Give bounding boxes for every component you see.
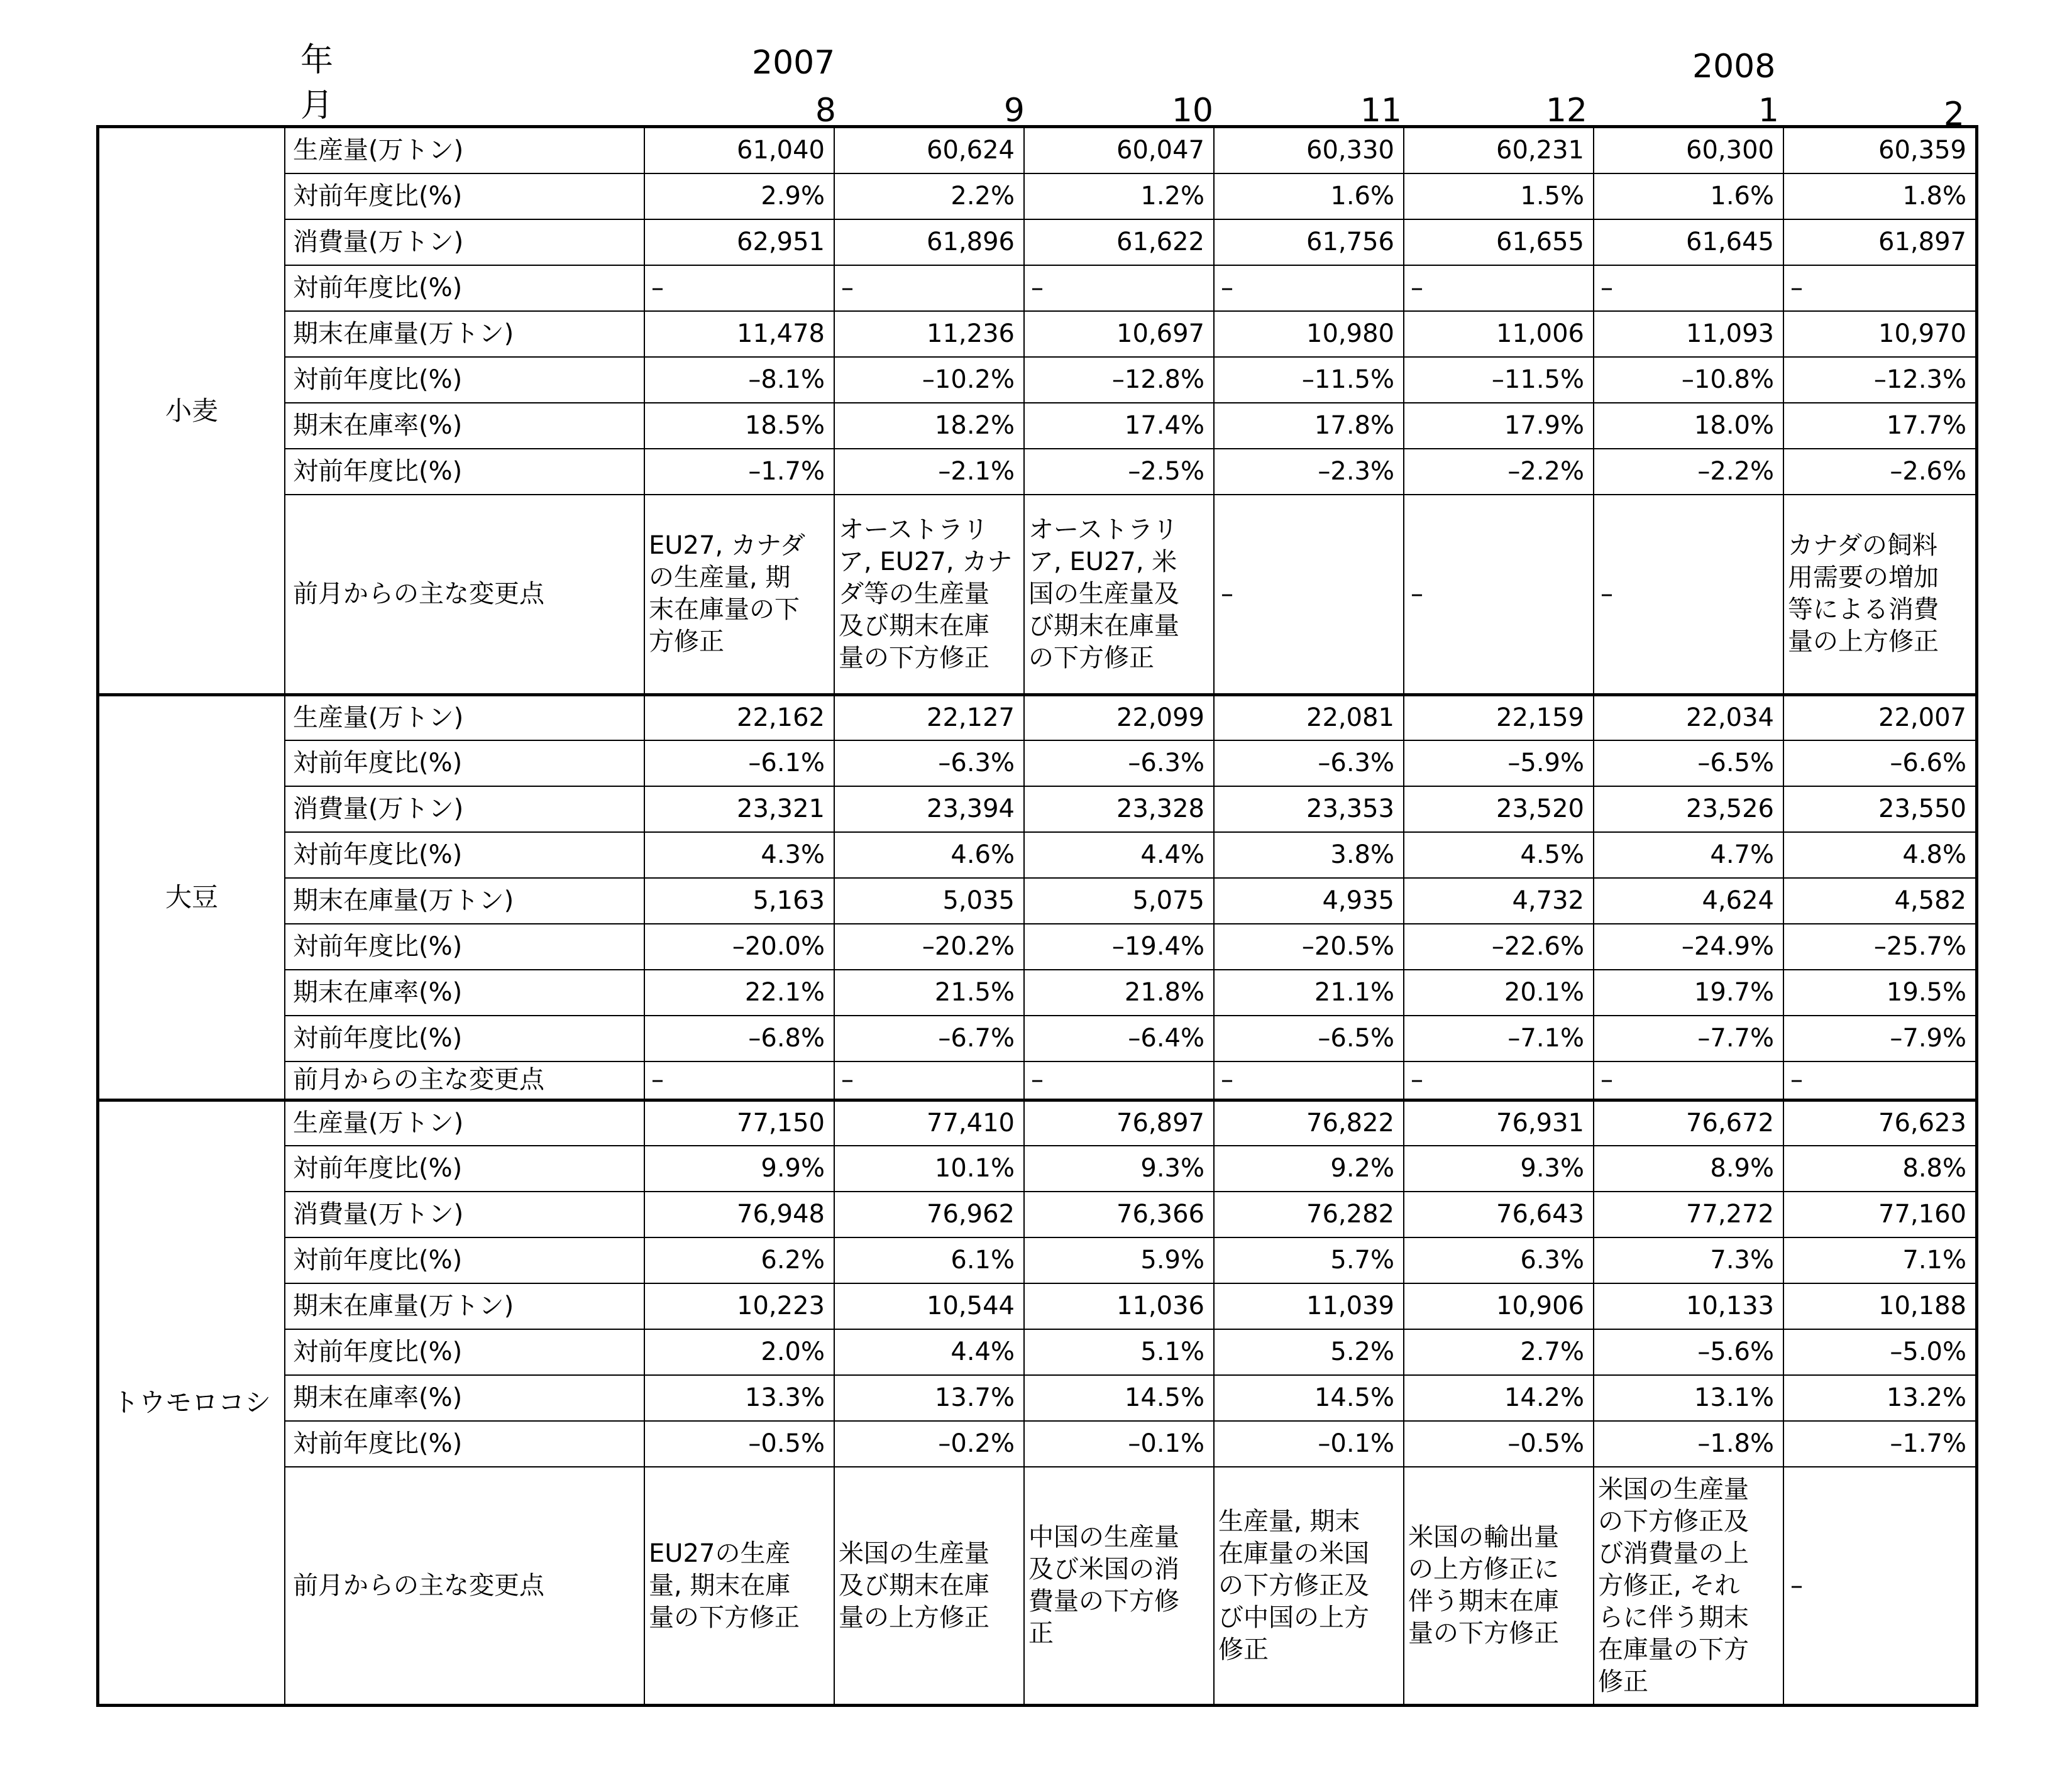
value-cell: 2.2% [834,173,1024,219]
value-cell: 11,478 [644,311,834,357]
row-label: 消費量(万トン) [285,1192,644,1237]
value-cell: 21.8% [1024,970,1214,1016]
value-cell: 76,672 [1594,1100,1783,1146]
value-cell: 19.5% [1783,970,1976,1016]
row-label: 前月からの主な変更点 [285,495,644,694]
value-cell: 17.9% [1404,403,1594,449]
table-row [99,786,1976,832]
value-cell: 61,655 [1404,219,1594,265]
value-cell: 10,223 [644,1283,834,1329]
value-cell: 60,300 [1594,128,1783,173]
value-cell: 4.8% [1783,832,1976,878]
value-cell: 22,099 [1024,694,1214,740]
value-cell: 76,948 [644,1192,834,1237]
value-cell: 10,133 [1594,1283,1783,1329]
row-label: 期末在庫量(万トン) [285,311,644,357]
month-11: 11 [1360,92,1402,129]
row-label: 対前年度比(%) [285,449,644,495]
crop-name: 小麦 [99,128,285,694]
value-cell: 61,896 [834,219,1024,265]
month-9: 9 [1003,92,1025,129]
value-cell: –20.2% [834,924,1024,970]
value-cell: 6.2% [644,1237,834,1283]
value-cell: 21.1% [1214,970,1404,1016]
value-cell: 17.7% [1783,403,1976,449]
table-row [99,357,1976,403]
crop-name: 大豆 [99,694,285,1100]
value-cell: 61,897 [1783,219,1976,265]
table-body [99,128,1976,1704]
value-cell: 11,236 [834,311,1024,357]
value-cell: 21.5% [834,970,1024,1016]
row-label: 生産量(万トン) [285,128,644,173]
value-cell: 13.3% [644,1375,834,1421]
value-cell: 1.6% [1594,173,1783,219]
change-note-cell: – [1024,1061,1214,1100]
row-label: 生産量(万トン) [285,694,644,740]
value-cell: 60,231 [1404,128,1594,173]
value-cell: 7.1% [1783,1237,1976,1283]
change-note-cell: – [1594,495,1783,694]
row-label: 対前年度比(%) [285,1016,644,1061]
table-row [99,495,1976,694]
change-note-cell: 中国の生産量 及び米国の消 費量の下方修 正 [1024,1467,1214,1704]
value-cell: –22.6% [1404,924,1594,970]
value-cell: 14.5% [1214,1375,1404,1421]
row-label: 期末在庫率(%) [285,970,644,1016]
table-row [99,1192,1976,1237]
value-cell: –1.7% [1783,1421,1976,1467]
value-cell: 61,645 [1594,219,1783,265]
value-cell: 5.1% [1024,1329,1214,1375]
change-note-cell: – [1214,1061,1404,1100]
value-cell: –10.2% [834,357,1024,403]
change-note-cell: EU27, カナダ の生産量, 期 末在庫量の下 方修正 [644,495,834,694]
value-cell: –2.5% [1024,449,1214,495]
value-cell: 4.5% [1404,832,1594,878]
table-row [99,970,1976,1016]
value-cell: 18.0% [1594,403,1783,449]
table-row [99,924,1976,970]
value-cell: 18.5% [644,403,834,449]
value-cell: 2.9% [644,173,834,219]
value-cell: 18.2% [834,403,1024,449]
table-row [99,173,1976,219]
change-note-cell: 米国の生産量 の下方修正及 び消費量の上 方修正, それ らに伴う期末 在庫量の下方 修正 [1594,1467,1783,1704]
change-note-cell: オーストラリ ア, EU27, カナ ダ等の生産量 及び期末在庫 量の下方修正 [834,495,1024,694]
table-row [99,1146,1976,1192]
value-cell: 5,075 [1024,878,1214,924]
value-cell: –19.4% [1024,924,1214,970]
value-cell: 23,353 [1214,786,1404,832]
value-cell: 1.2% [1024,173,1214,219]
table-row [99,1375,1976,1421]
value-cell: 4.6% [834,832,1024,878]
value-cell: –0.1% [1214,1421,1404,1467]
value-cell: 23,526 [1594,786,1783,832]
value-cell: 17.8% [1214,403,1404,449]
value-cell: 1.6% [1214,173,1404,219]
row-label: 対前年度比(%) [285,924,644,970]
value-cell: 17.4% [1024,403,1214,449]
table-row [99,1237,1976,1283]
row-label: 対前年度比(%) [285,265,644,311]
value-cell: 2.7% [1404,1329,1594,1375]
value-cell: –10.8% [1594,357,1783,403]
row-label: 生産量(万トン) [285,1100,644,1146]
value-cell: 5.2% [1214,1329,1404,1375]
column-header [0,0,2072,133]
value-cell: –7.1% [1404,1016,1594,1061]
value-cell: –11.5% [1404,357,1594,403]
value-cell: –6.5% [1214,1016,1404,1061]
value-cell: –6.5% [1594,740,1783,786]
value-cell: –6.4% [1024,1016,1214,1061]
value-cell: 76,643 [1404,1192,1594,1237]
change-note-cell: – [1783,1467,1976,1704]
value-cell: 22,081 [1214,694,1404,740]
row-label: 期末在庫量(万トン) [285,878,644,924]
value-cell: 5,163 [644,878,834,924]
value-cell: 76,897 [1024,1100,1214,1146]
value-cell: 60,359 [1783,128,1976,173]
change-note-cell: – [1594,1061,1783,1100]
value-cell: 6.3% [1404,1237,1594,1283]
row-label: 対前年度比(%) [285,1421,644,1467]
value-cell: –6.3% [834,740,1024,786]
value-cell: –0.5% [644,1421,834,1467]
value-cell: 2.0% [644,1329,834,1375]
year-label: 年 [300,41,334,79]
month-12: 12 [1545,92,1587,129]
value-cell: 76,822 [1214,1100,1404,1146]
table-row [99,219,1976,265]
table-row [99,1421,1976,1467]
value-cell: –0.2% [834,1421,1024,1467]
value-cell: 4,732 [1404,878,1594,924]
value-cell: 62,951 [644,219,834,265]
value-cell: –6.8% [644,1016,834,1061]
table-row [99,1283,1976,1329]
month-10: 10 [1171,92,1213,129]
value-cell: –7.7% [1594,1016,1783,1061]
table-row [99,878,1976,924]
value-cell: 61,040 [644,128,834,173]
value-cell: 4.4% [1024,832,1214,878]
value-cell: 9.3% [1024,1146,1214,1192]
value-cell: 4.3% [644,832,834,878]
year-2007: 2007 [752,44,835,82]
row-label: 対前年度比(%) [285,173,644,219]
year-2008: 2008 [1692,48,1776,85]
value-cell: 77,150 [644,1100,834,1146]
value-cell: 23,321 [644,786,834,832]
value-cell: 61,622 [1024,219,1214,265]
value-cell: –6.3% [1214,740,1404,786]
row-label: 対前年度比(%) [285,1329,644,1375]
value-cell: 10,906 [1404,1283,1594,1329]
value-cell: –5.0% [1783,1329,1976,1375]
month-1: 1 [1758,92,1779,129]
value-cell: 76,282 [1214,1192,1404,1237]
value-cell: –5.6% [1594,1329,1783,1375]
value-cell: 23,394 [834,786,1024,832]
value-cell: 19.7% [1594,970,1783,1016]
value-cell: 4,582 [1783,878,1976,924]
value-cell: 22,127 [834,694,1024,740]
change-note-cell: カナダの飼料 用需要の増加 等による消費 量の上方修正 [1783,495,1976,694]
row-label: 対前年度比(%) [285,1146,644,1192]
value-cell: 11,006 [1404,311,1594,357]
value-cell: 76,366 [1024,1192,1214,1237]
value-cell: 5,035 [834,878,1024,924]
value-cell: 60,047 [1024,128,1214,173]
value-cell: 22,162 [644,694,834,740]
value-cell: 77,410 [834,1100,1024,1146]
table-row [99,694,1976,740]
value-cell: –2.2% [1594,449,1783,495]
value-cell: –1.7% [644,449,834,495]
table-row [99,832,1976,878]
value-cell: 22,159 [1404,694,1594,740]
value-cell: –24.9% [1594,924,1783,970]
value-cell: 5.7% [1214,1237,1404,1283]
value-cell: 10,697 [1024,311,1214,357]
value-cell: 14.5% [1024,1375,1214,1421]
change-note-cell: オーストラリ ア, EU27, 米 国の生産量及 び期末在庫量 の下方修正 [1024,495,1214,694]
table-row [99,1467,1976,1704]
change-note-cell: 米国の輸出量 の上方修正に 伴う期末在庫 量の下方修正 [1404,1467,1594,1704]
value-cell: 22,007 [1783,694,1976,740]
value-cell: 4.7% [1594,832,1783,878]
value-cell: 1.8% [1783,173,1976,219]
value-cell: –6.7% [834,1016,1024,1061]
value-cell: 7.3% [1594,1237,1783,1283]
value-cell: –6.1% [644,740,834,786]
value-cell: 10,980 [1214,311,1404,357]
value-cell: 76,931 [1404,1100,1594,1146]
value-cell: 10.1% [834,1146,1024,1192]
change-note-cell: EU27の生産 量, 期末在庫 量の下方修正 [644,1467,834,1704]
value-cell: 9.9% [644,1146,834,1192]
table-row [99,403,1976,449]
value-cell: 10,544 [834,1283,1024,1329]
row-label: 対前年度比(%) [285,832,644,878]
value-cell: – [1214,265,1404,311]
value-cell: 77,272 [1594,1192,1783,1237]
value-cell: 23,520 [1404,786,1594,832]
change-note-cell: – [1214,495,1404,694]
value-cell: – [1783,265,1976,311]
value-cell: 23,550 [1783,786,1976,832]
value-cell: –6.6% [1783,740,1976,786]
table-row [99,1061,1976,1100]
value-cell: –20.0% [644,924,834,970]
row-label: 対前年度比(%) [285,357,644,403]
table-row [99,1329,1976,1375]
table-row [99,1100,1976,1146]
table-row [99,740,1976,786]
value-cell: 22.1% [644,970,834,1016]
value-cell: 60,330 [1214,128,1404,173]
value-cell: – [1024,265,1214,311]
value-cell: –12.3% [1783,357,1976,403]
value-cell: 22,034 [1594,694,1783,740]
value-cell: 76,962 [834,1192,1024,1237]
row-label: 対前年度比(%) [285,1237,644,1283]
value-cell: 10,970 [1783,311,1976,357]
value-cell: 13.7% [834,1375,1024,1421]
value-cell: –2.3% [1214,449,1404,495]
value-cell: 10,188 [1783,1283,1976,1329]
value-cell: 9.3% [1404,1146,1594,1192]
value-cell: – [834,265,1024,311]
value-cell: –7.9% [1783,1016,1976,1061]
row-label: 消費量(万トン) [285,219,644,265]
value-cell: –11.5% [1214,357,1404,403]
value-cell: 5.9% [1024,1237,1214,1283]
row-label: 期末在庫量(万トン) [285,1283,644,1329]
value-cell: 60,624 [834,128,1024,173]
value-cell: –0.1% [1024,1421,1214,1467]
value-cell: 11,036 [1024,1283,1214,1329]
value-cell: 3.8% [1214,832,1404,878]
value-cell: 11,093 [1594,311,1783,357]
row-label: 期末在庫率(%) [285,403,644,449]
value-cell: –1.8% [1594,1421,1783,1467]
value-cell: 11,039 [1214,1283,1404,1329]
value-cell: –2.6% [1783,449,1976,495]
value-cell: –6.3% [1024,740,1214,786]
value-cell: 4,935 [1214,878,1404,924]
table-row [99,265,1976,311]
value-cell: – [644,265,834,311]
value-cell: –2.2% [1404,449,1594,495]
change-note-cell: – [644,1061,834,1100]
value-cell: 1.5% [1404,173,1594,219]
change-note-cell: 生産量, 期末 在庫量の米国 の下方修正及 び中国の上方 修正 [1214,1467,1404,1704]
value-cell: –25.7% [1783,924,1976,970]
value-cell: 13.2% [1783,1375,1976,1421]
change-note-cell: 米国の生産量 及び期末在庫 量の上方修正 [834,1467,1024,1704]
row-label: 消費量(万トン) [285,786,644,832]
value-cell: 6.1% [834,1237,1024,1283]
value-cell: –20.5% [1214,924,1404,970]
value-cell: –2.1% [834,449,1024,495]
value-cell: – [1404,265,1594,311]
change-note-cell: – [834,1061,1024,1100]
value-cell: 20.1% [1404,970,1594,1016]
month-2: 2 [1943,96,1965,133]
value-cell: –8.1% [644,357,834,403]
value-cell: 77,160 [1783,1192,1976,1237]
row-label: 対前年度比(%) [285,740,644,786]
value-cell: – [1594,265,1783,311]
change-note-cell: – [1404,1061,1594,1100]
change-note-cell: – [1404,495,1594,694]
month-label: 月 [300,87,334,124]
value-cell: 14.2% [1404,1375,1594,1421]
row-label: 前月からの主な変更点 [285,1467,644,1704]
value-cell: 61,756 [1214,219,1404,265]
table-row [99,128,1976,173]
row-label: 前月からの主な変更点 [285,1061,644,1100]
row-label: 期末在庫率(%) [285,1375,644,1421]
value-cell: 13.1% [1594,1375,1783,1421]
table-row [99,449,1976,495]
value-cell: –0.5% [1404,1421,1594,1467]
value-cell: 76,623 [1783,1100,1976,1146]
month-8: 8 [815,92,836,129]
value-cell: 8.8% [1783,1146,1976,1192]
table-row [99,311,1976,357]
crop-name: トウモロコシ [99,1100,285,1704]
table-row [99,1016,1976,1061]
value-cell: 4.4% [834,1329,1024,1375]
supply-demand-table [98,127,1976,1705]
change-note-cell: – [1783,1061,1976,1100]
value-cell: 4,624 [1594,878,1783,924]
value-cell: –5.9% [1404,740,1594,786]
value-cell: 9.2% [1214,1146,1404,1192]
value-cell: 23,328 [1024,786,1214,832]
value-cell: –12.8% [1024,357,1214,403]
value-cell: 8.9% [1594,1146,1783,1192]
